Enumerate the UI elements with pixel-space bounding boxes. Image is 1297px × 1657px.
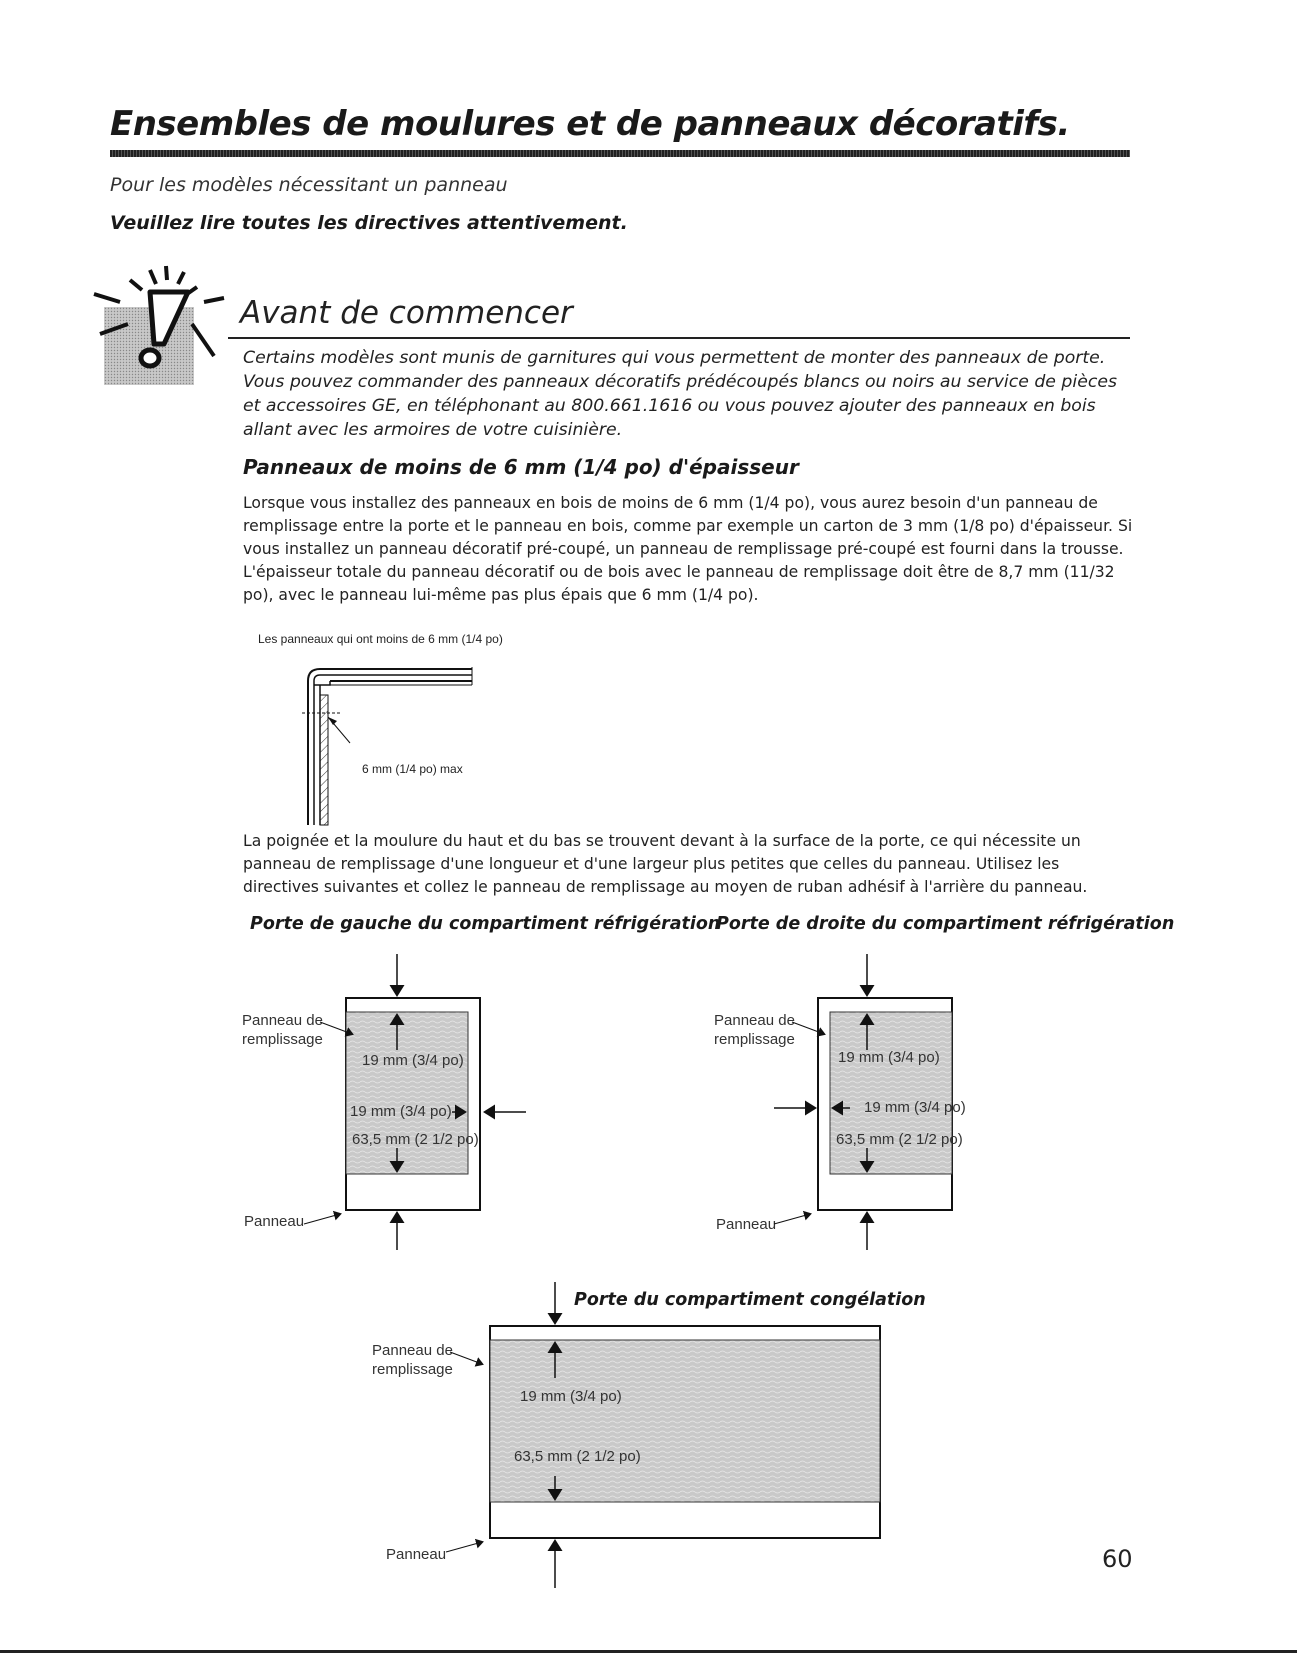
section-rule — [228, 337, 1130, 339]
page-subtitle: Pour les modèles nécessitant un panneau — [110, 174, 508, 196]
left-dim-side: 19 mm (3/4 po) — [350, 1103, 452, 1120]
freezer-panel-label: Panneau — [386, 1546, 447, 1563]
paragraph-filler-panel: La poignée et la moulure du haut et du bas se trouvent devant à la surface de la porte, ce qui nécessite un panneau de remplissage d'une longueur et d'une largeur plus petites que celles du panneau. Utilisez les directives suivantes et collez le panneau de remplissage au moyen de ruban adhésif à l'arrière du panneau. — [243, 832, 1088, 896]
warning-icon — [92, 262, 232, 387]
page-number: 60 — [1102, 1545, 1133, 1573]
right-dim-top: 19 mm (3/4 po) — [838, 1049, 940, 1066]
freezer-filler-label-1: Panneau de — [372, 1342, 453, 1359]
freezer-dim-top: 19 mm (3/4 po) — [520, 1388, 622, 1405]
left-filler-pointer — [318, 1018, 358, 1038]
freezer-door-caption: Porte du compartiment congélation — [574, 1290, 926, 1310]
thin-panel-caption: Les panneaux qui ont moins de 6 mm (1/4 po) — [258, 632, 503, 646]
right-filler-label-2: remplissage — [714, 1031, 795, 1048]
left-dim-bottom: 63,5 mm (2 1/2 po) — [352, 1131, 479, 1148]
section-title: Avant de commencer — [240, 295, 573, 331]
page-title: Ensembles de moulures et de panneaux décoratifs. — [110, 104, 1070, 144]
bottom-rule — [0, 1650, 1297, 1653]
left-filler-label-2: remplissage — [242, 1031, 323, 1048]
freezer-panel-pointer — [444, 1538, 488, 1558]
right-panel-label: Panneau — [716, 1216, 777, 1233]
intro-paragraph: Certains modèles sont munis de garnitures qui vous permettent de monter des panneaux de porte. Vous pouvez commander des panneaux décoratifs prédécoupés blancs ou noirs au service de pièces et accessoires GE, en téléphonant au 800.661.1616 ou vous pouvez ajouter des panneaux en bois allant avec les armoires de votre cuisinière. — [243, 348, 1117, 440]
right-filler-pointer — [790, 1018, 830, 1038]
left-door-diagram — [340, 950, 530, 1250]
freezer-filler-label-2: remplissage — [372, 1361, 453, 1378]
left-filler-label-1: Panneau de — [242, 1012, 323, 1029]
paragraph-thin-panels: Lorsque vous installez des panneaux en bois de moins de 6 mm (1/4 po), vous aurez besoin d'un panneau de remplissage entre la porte et le panneau en bois, comme par exemple un carton de 3 mm (1/8 po) d'épaisseur. Si vous installez un panneau décoratif pré-coupé, un panneau de remplissage pré-coupé est fourni dans la trousse. L'épaisseur totale du panneau décoratif ou de bois avec le panneau de remplissage doit être de 8,7 mm (11/32 po), avec le panneau lui-même pas plus épais que 6 mm (1/4 po). — [243, 494, 1133, 604]
left-door-caption: Porte de gauche du compartiment réfrigération — [250, 914, 721, 934]
left-panel-pointer — [302, 1210, 346, 1230]
subheading: Panneaux de moins de 6 mm (1/4 po) d'épaisseur — [243, 455, 799, 479]
freezer-dim-bottom: 63,5 mm (2 1/2 po) — [514, 1448, 641, 1465]
freezer-door-diagram — [480, 1280, 890, 1590]
thin-panel-dimension: 6 mm (1/4 po) max — [362, 762, 463, 776]
thin-panel-diagram — [290, 655, 490, 827]
left-dim-top: 19 mm (3/4 po) — [362, 1052, 464, 1069]
right-door-caption: Porte de droite du compartiment réfrigération — [716, 914, 1175, 934]
right-dim-bottom: 63,5 mm (2 1/2 po) — [836, 1131, 963, 1148]
right-filler-label-1: Panneau de — [714, 1012, 795, 1029]
right-dim-side: 19 mm (3/4 po) — [864, 1099, 966, 1116]
right-panel-pointer — [772, 1210, 816, 1230]
freezer-filler-pointer — [448, 1348, 488, 1368]
left-panel-label: Panneau — [244, 1213, 305, 1230]
instruction-text: Veuillez lire toutes les directives attentivement. — [110, 212, 628, 234]
title-rule — [110, 150, 1130, 157]
